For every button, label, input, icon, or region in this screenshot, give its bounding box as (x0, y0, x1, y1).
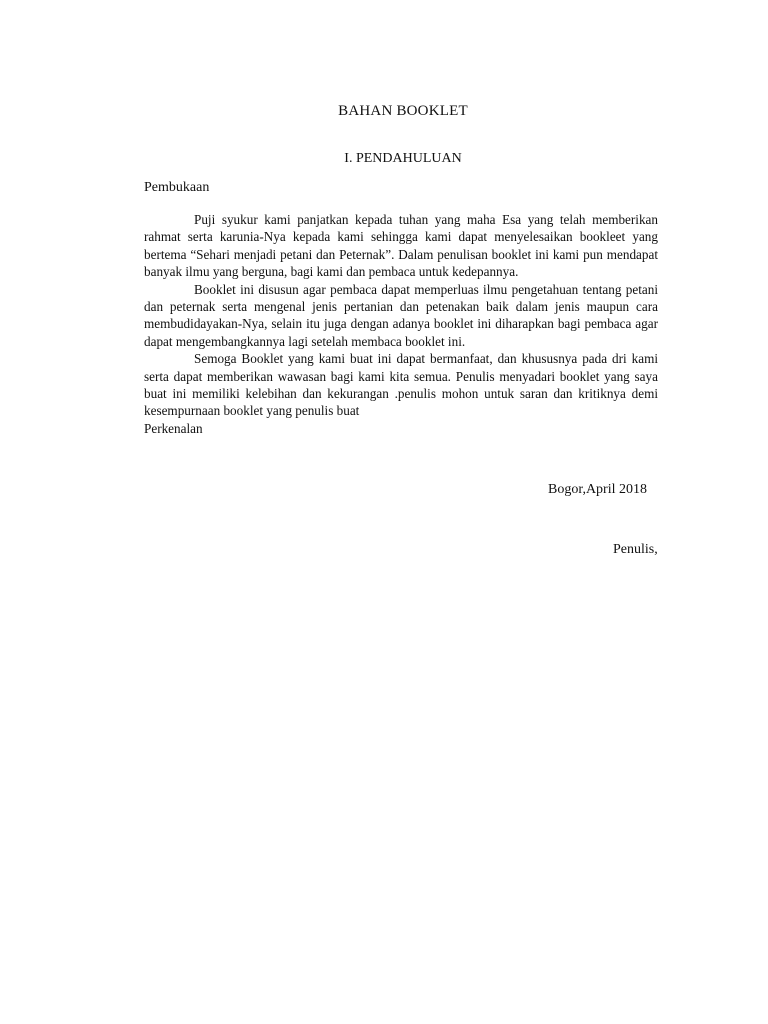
paragraph-2: Booklet ini disusun agar pembaca dapat memperluas ilmu pengetahuan tentang petani dan peternak serta mengenal jenis pertanian dan petenakan baik dalam jenis maupun cara membudidayakan-Nya, selain itu juga dengan adanya booklet ini diharapkan bagi pembaca agar dapat mengembangkannya lagi setelah membaca booklet ini. (144, 281, 658, 349)
paragraph-3: Semoga Booklet yang kami buat ini dapat bermanfaat, dan khususnya pada dri kami serta dapat memberikan wawasan bagi kami kita semua. Penulis menyadari booklet yang saya buat ini memiliki kelebihan dan kekurangan .penulis mohon untuk saran dan kritiknya demi kesempurnaan booklet yang penulis buat (144, 351, 658, 419)
signature: Penulis, (613, 542, 658, 557)
document-title: BAHAN BOOKLET (338, 103, 468, 119)
trailing-line: Perkenalan (144, 420, 203, 436)
paragraph-1: Puji syukur kami panjatkan kepada tuhan yang maha Esa yang telah memberikan rahmat serta karunia-Nya kepada kami sehingga kami dapat menyelesaikan bookleet yang bertema “Sehari menjadi petani dan Peternak”. Dalam penulisan booklet ini kami pun mendapat banyak ilmu yang berguna, bagi kami dan pembaca untuk kedepannya. (144, 212, 658, 280)
subheading-pembukaan: Pembukaan (144, 180, 210, 195)
body-text (144, 211, 658, 437)
section-heading: I. PENDAHULUAN (344, 151, 462, 166)
place-date: Bogor,April 2018 (548, 482, 647, 497)
